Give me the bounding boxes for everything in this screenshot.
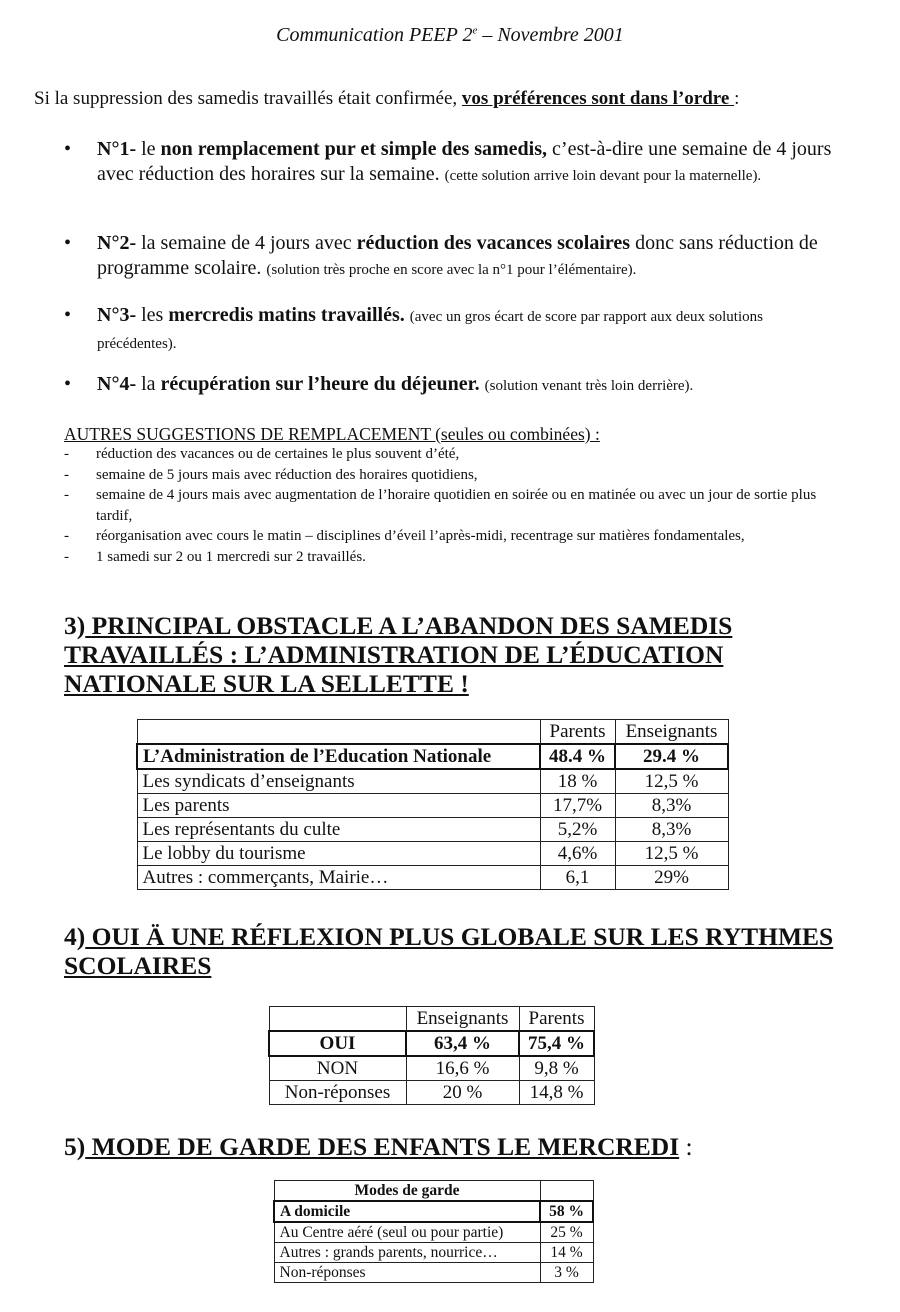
table-row [137,794,728,818]
preference-bold: non remplacement pur et simple des samedis, [160,138,548,160]
table-header-cell: Parents [519,1007,594,1032]
preference-text: la [136,373,161,395]
section-suffix: : [679,1132,693,1161]
table-cell: 48.4 % [540,744,615,769]
preference-text: les [136,304,169,326]
table-header-cell [269,1007,406,1032]
table-header-cell: Enseignants [615,720,728,745]
section-number: 4) [64,922,86,951]
section-heading: MODE DE GARDE DES ENFANTS LE MERCREDI [85,1132,680,1161]
table-cell: 75,4 % [519,1031,594,1056]
table-cell: 58 % [540,1201,593,1222]
page-header [0,24,900,47]
table-cell: 14 % [540,1243,593,1263]
table-cell: Autres : commerçants, Mairie… [137,866,540,890]
table-cell: 14,8 % [519,1081,594,1105]
table-header-cell: Parents [540,720,615,745]
intro-colon: : [734,88,740,109]
preference-number: N°1- [97,138,137,160]
table-header-cell: Enseignants [406,1007,519,1032]
table-row [137,744,728,769]
list-item-text: semaine de 5 jours mais avec réduction des horaires quotidiens, [96,466,478,483]
table-row [269,1031,594,1056]
table-cell: 4,6% [540,842,615,866]
table-cell: Les représentants du culte [137,818,540,842]
obstacle-table [136,719,729,890]
table-cell: Les parents [137,794,540,818]
other-suggestions-title: AUTRES SUGGESTIONS DE REMPLACEMENT (seules ou combinées) : [64,424,600,444]
table-cell: 5,2% [540,818,615,842]
header-prefix: Communication PEEP 2 [276,24,473,46]
table-cell: Autres : grands parents, nourrice… [274,1243,540,1263]
table-cell: 29.4 % [615,744,728,769]
section-3-title [64,611,834,698]
list-item: - semaine de 4 jours mais avec augmentation de l’horaire quotidien en soirée ou en matinée ou avec un jour de sortie plus tardif, [64,487,817,524]
table-cell: OUI [269,1031,406,1056]
list-item-text: réorganisation avec cours le matin – disciplines d’éveil l’après-midi, recentrage sur matières fondamentales, [96,528,745,545]
table-header-cell [137,720,540,745]
intro-emphasis: vos préférences sont dans l’ordre [461,88,735,109]
table-row [137,818,728,842]
table-cell: 20 % [406,1081,519,1105]
table-row [269,1056,594,1081]
table-cell: 16,6 % [406,1056,519,1081]
preference-text: le [136,138,161,160]
bullet-icon: • [64,232,72,254]
section-number: 5) [64,1132,86,1161]
table-cell: Non-réponses [269,1081,406,1105]
table-cell: 17,7% [540,794,615,818]
bullet-icon: • [64,373,72,395]
table-row [137,866,728,890]
preference-note: (avec un gros écart de score par rapport aux deux solutions précédentes). [97,309,763,352]
preference-item-1 [64,137,834,189]
table-row [269,1081,594,1105]
table-cell: 25 % [540,1222,593,1243]
table-cell: 8,3% [615,794,728,818]
header-sup: e [472,24,478,37]
preference-item-2 [64,231,834,283]
table-cell: Non-réponses [274,1263,540,1283]
preference-text: la semaine de 4 jours avec [136,232,357,254]
table-header-row [274,1181,593,1202]
table-row [274,1263,593,1283]
table-cell: 18 % [540,769,615,794]
table-row [274,1243,593,1263]
list-item: - réduction des vacances ou de certaines le plus souvent d’été, [64,446,460,462]
list-item: - 1 samedi sur 2 ou 1 mercredi sur 2 travaillés. [64,548,366,565]
intro-text: Si la suppression des samedis travaillés était confirmée, [34,88,462,109]
table-header-row [269,1007,594,1032]
table-row [137,769,728,794]
bullet-icon: • [64,304,72,326]
table-cell: 12,5 % [615,769,728,794]
list-item-text: réduction des vacances ou de certaines le plus souvent d’été, [96,446,460,462]
preference-bold: récupération sur l’heure du déjeuner. [160,373,480,395]
preference-note: (solution très proche en score avec la n°1 pour l’élémentaire). [266,262,637,278]
header-suffix: – Novembre 2001 [477,24,624,46]
table-cell: Au Centre aéré (seul ou pour partie) [274,1222,540,1243]
list-item-text: 1 samedi sur 2 ou 1 mercredi sur 2 travaillés. [96,548,366,565]
section-heading: PRINCIPAL OBSTACLE A L’ABANDON DES SAMEDIS TRAVAILLÉS : L’ADMINISTRATION DE L’ÉDUCATION NATIONALE SUR LA SELLETTE ! [64,611,733,698]
table-cell: NON [269,1056,406,1081]
table-cell: 29% [615,866,728,890]
table-cell: 63,4 % [406,1031,519,1056]
list-item: - réorganisation avec cours le matin – disciplines d’éveil l’après-midi, recentrage sur matières fondamentales, [64,528,745,545]
table-header-row [137,720,728,745]
preference-note: (cette solution arrive loin devant pour la maternelle). [444,168,762,184]
table-header-cell [540,1181,593,1202]
table-cell: 8,3% [615,818,728,842]
section-4-title [64,922,834,980]
table-cell: 9,8 % [519,1056,594,1081]
section-5-title [64,1132,834,1161]
section-heading: OUI Ä UNE RÉFLEXION PLUS GLOBALE SUR LES RYTHMES SCOLAIRES [64,922,834,980]
intro-paragraph [34,88,739,110]
preference-bold: réduction des vacances scolaires [356,232,631,254]
preference-text: donc sans réduction de programme scolaire. [97,232,818,279]
table-row [137,842,728,866]
table-cell: L’Administration de l’Education Nationale [137,744,540,769]
other-suggestions-list [64,444,824,568]
table-cell: A domicile [274,1201,540,1222]
table-cell: 6,1 [540,866,615,890]
table-cell: 12,5 % [615,842,728,866]
preference-item-3 [64,303,834,357]
preference-number: N°4- [97,373,137,395]
bullet-icon: • [64,138,72,160]
table-cell: 3 % [540,1263,593,1283]
preference-text: c’est-à-dire une semaine de 4 jours avec réduction des horaires sur la semaine. [97,138,832,185]
table-cell: Les syndicats d’enseignants [137,769,540,794]
table-row [274,1201,593,1222]
preference-item-4 [64,372,834,399]
table-header-cell: Modes de garde [274,1181,540,1202]
list-item-text: semaine de 4 jours mais avec augmentation de l’horaire quotidien en soirée ou en matinée ou avec un jour de sortie plus tardif, [96,487,817,524]
table-cell: Le lobby du tourisme [137,842,540,866]
childcare-table [273,1180,594,1283]
section-number: 3) [64,611,86,640]
reflection-table [268,1006,595,1105]
preference-number: N°3- [97,304,137,326]
preference-bold: mercredis matins travaillés. [168,304,405,326]
preference-note: (solution venant très loin derrière). [484,378,694,394]
preference-number: N°2- [97,232,137,254]
table-row [274,1222,593,1243]
list-item: - semaine de 5 jours mais avec réduction des horaires quotidiens, [64,466,478,483]
